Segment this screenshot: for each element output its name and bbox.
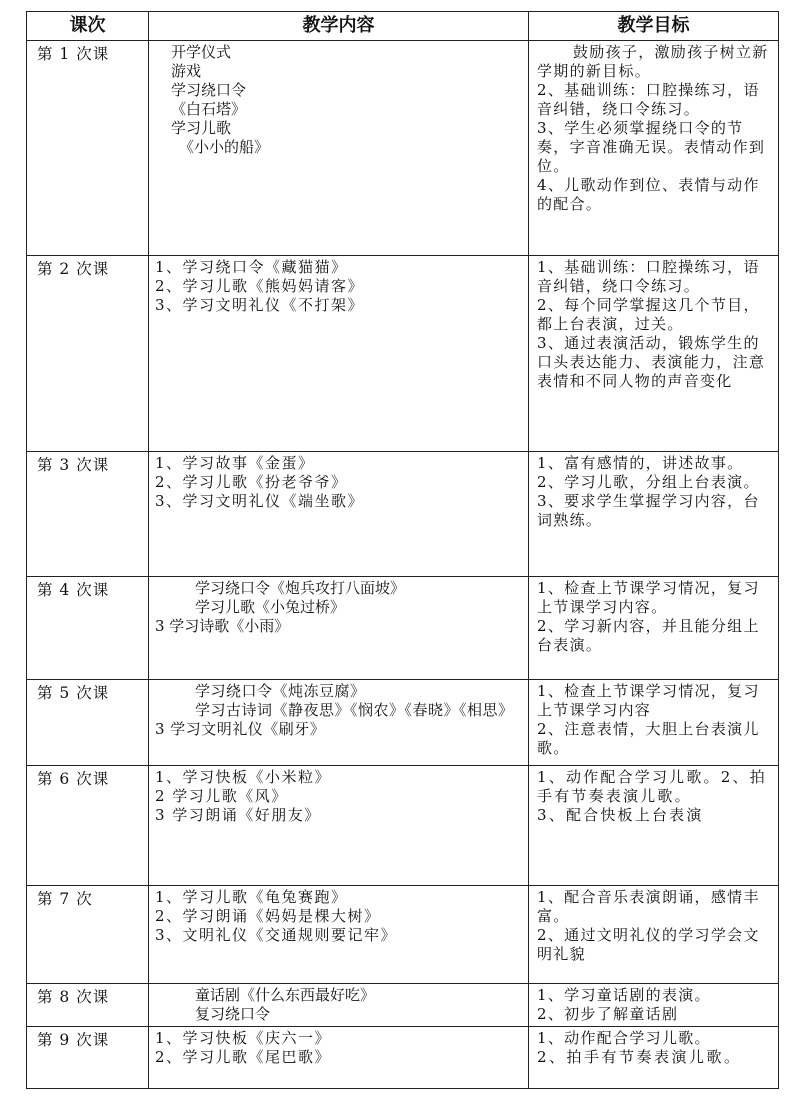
goal-line: 2、基础训练：口腔操练习，语音纠错，绕口令练习。 <box>537 81 760 118</box>
session-label: 第 8 次课 <box>37 988 110 1006</box>
goals-cell <box>529 984 779 1027</box>
content-line: 1、学习快板《庆六一》 <box>155 1029 332 1047</box>
table-row <box>27 1027 779 1089</box>
content-line: 2、学习儿歌《扮老爷爷》 <box>155 473 348 491</box>
content-line: 1、学习儿歌《龟兔赛跑》 <box>155 888 348 906</box>
content-line: 学习古诗词《静夜思》《悯农》《春晓》《相思》 <box>195 701 514 719</box>
content-line: 3、学习文明礼仪《不打架》 <box>155 296 365 314</box>
goal-line: 1、配合音乐表演朗诵，感情丰富。 <box>537 888 760 925</box>
content-cell <box>149 256 529 452</box>
session-label: 第 2 次课 <box>37 260 110 278</box>
goal-line: 1、检查上节课学习情况，复习上节课学习内容 <box>537 682 760 719</box>
content-line: 学习绕口令《炮兵攻打八面坡》 <box>195 579 406 597</box>
content-line: 学习绕口令《炖冻豆腐》 <box>195 682 366 700</box>
content-cell <box>149 577 529 680</box>
session-label: 第 1 次课 <box>37 45 110 63</box>
content-line: 学习儿歌《小兔过桥》 <box>195 598 346 616</box>
header-session: 课次 <box>27 12 149 41</box>
content-line: 2、学习儿歌《尾巴歌》 <box>155 1048 332 1066</box>
goal-line: 3、通过表演活动，锻炼学生的口头表达能力、表演能力，注意表情和不同人物的声音变化 <box>537 334 766 390</box>
goal-line: 2、通过文明礼仪的学习学会文明礼貌 <box>537 926 760 963</box>
header-content: 教学内容 <box>149 12 529 41</box>
table-row <box>27 680 779 766</box>
goal-line: 1、基础训练：口腔操练习，语音纠错，绕口令练习。 <box>537 258 760 295</box>
goal-line: 4、儿歌动作到位、表情与动作的配合。 <box>537 176 760 213</box>
lesson-plan-sheet <box>26 11 778 1084</box>
content-cell <box>149 41 529 256</box>
table-row <box>27 452 779 577</box>
goals-cell <box>529 41 779 256</box>
content-line: 复习绕口令 <box>195 1005 271 1023</box>
goal-line: 2、学习儿歌，分组上台表演。 <box>537 473 760 491</box>
goals-cell <box>529 886 779 984</box>
table-row <box>27 886 779 984</box>
goal-line: 2、注意表情，大胆上台表演儿歌。 <box>537 720 760 757</box>
session-cell <box>27 680 149 766</box>
content-line: 《白石塔》 <box>171 100 247 118</box>
goal-line: 1、学习童话剧的表演。 <box>537 986 711 1004</box>
session-label: 第 3 次课 <box>37 456 110 474</box>
goal-line: 3、学生必须掌握绕口令的节奏，字音准确无误。表情动作到位。 <box>537 119 766 175</box>
table-row <box>27 256 779 452</box>
session-label: 第 9 次课 <box>37 1031 110 1049</box>
goals-cell <box>529 1027 779 1089</box>
goal-line: 3、配合快板上台表演 <box>537 806 704 824</box>
session-cell <box>27 577 149 680</box>
session-cell <box>27 256 149 452</box>
session-cell <box>27 766 149 886</box>
table-row <box>27 41 779 256</box>
session-cell <box>27 452 149 577</box>
lesson-plan-table <box>26 11 779 1089</box>
content-line: 1、学习快板《小米粒》 <box>155 768 332 786</box>
table-row <box>27 577 779 680</box>
goal-line: 1、富有感情的，讲述故事。 <box>537 454 744 472</box>
content-cell <box>149 984 529 1027</box>
content-cell <box>149 766 529 886</box>
content-cell <box>149 452 529 577</box>
goal-line: 3、要求学生掌握学习内容，台词熟练。 <box>537 492 760 529</box>
session-cell <box>27 886 149 984</box>
goals-cell <box>529 256 779 452</box>
session-label: 第 6 次课 <box>37 770 110 788</box>
session-label: 第 4 次课 <box>37 581 110 599</box>
content-line: 学习绕口令 <box>171 81 247 99</box>
session-cell <box>27 1027 149 1089</box>
content-line: 3 学习文明礼仪《刷牙》 <box>155 720 326 738</box>
content-line: 1、学习故事《金蛋》 <box>155 454 315 472</box>
content-line: 《小小的船》 <box>179 138 270 156</box>
content-cell <box>149 1027 529 1089</box>
content-line: 3 学习朗诵《好朋友》 <box>155 806 321 824</box>
goal-line: 1、动作配合学习儿歌。2、拍手有节奏表演儿歌。 <box>537 768 767 805</box>
content-cell <box>149 886 529 984</box>
content-line: 2、学习朗诵《妈妈是棵大树》 <box>155 907 381 925</box>
session-cell <box>27 41 149 256</box>
content-line: 学习儿歌 <box>171 119 232 137</box>
content-line: 3 学习诗歌《小雨》 <box>155 617 290 635</box>
table-row <box>27 766 779 886</box>
content-line: 3、文明礼仪《交通规则要记牢》 <box>155 926 398 944</box>
content-line: 3、学习文明礼仪《端坐歌》 <box>155 492 365 510</box>
content-line: 童话剧《什么东西最好吃》 <box>195 986 376 1004</box>
goal-line: 2、初步了解童话剧 <box>537 1005 679 1023</box>
session-cell <box>27 984 149 1027</box>
goals-cell <box>529 452 779 577</box>
goals-cell <box>529 577 779 680</box>
goal-line: 2、拍手有节奏表演儿歌。 <box>537 1048 742 1066</box>
table-header-row <box>27 12 779 41</box>
content-line: 1、学习绕口令《藏猫猫》 <box>155 258 348 276</box>
content-line: 2 学习儿歌《风》 <box>155 787 288 805</box>
goals-cell <box>529 680 779 766</box>
goals-cell <box>529 766 779 886</box>
content-line: 开学仪式 <box>171 43 232 61</box>
content-line: 游戏 <box>171 62 202 80</box>
content-cell <box>149 680 529 766</box>
goal-line: 鼓励孩子，激励孩子树立新学期的新目标。 <box>537 43 769 80</box>
content-line: 2、学习儿歌《熊妈妈请客》 <box>155 277 365 295</box>
table-row <box>27 984 779 1027</box>
goal-line: 2、学习新内容，并且能分组上台表演。 <box>537 617 760 654</box>
goal-line: 1、检查上节课学习情况，复习上节课学习内容。 <box>537 579 760 616</box>
session-label: 第 5 次课 <box>37 684 110 702</box>
goal-line: 1、动作配合学习儿歌。 <box>537 1029 711 1047</box>
header-goals: 教学目标 <box>529 12 779 41</box>
goal-line: 2、每个同学掌握这几个节目，都上台表演，过关。 <box>537 296 760 333</box>
session-label: 第 7 次 <box>37 890 93 908</box>
